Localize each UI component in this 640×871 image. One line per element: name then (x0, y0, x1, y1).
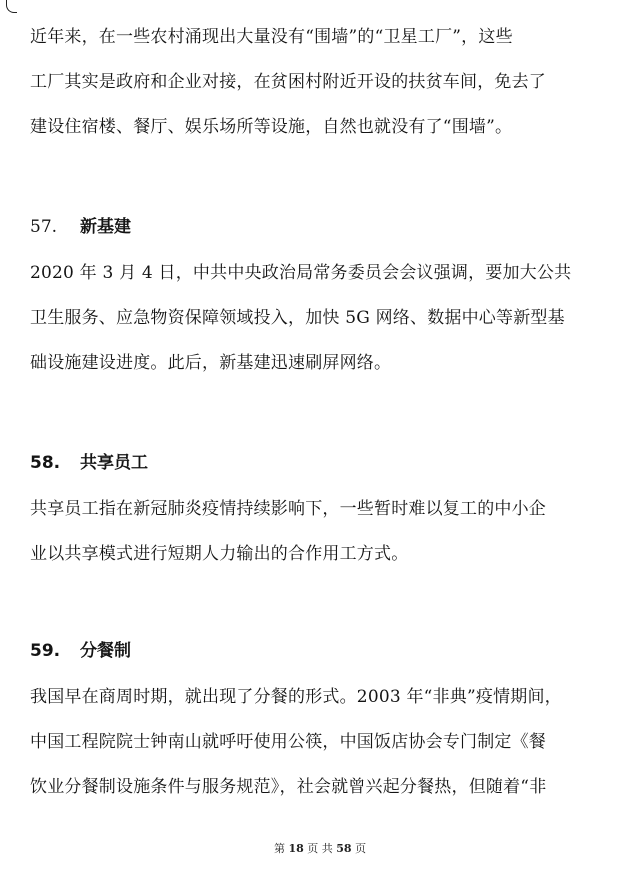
footer-page-number: 18 (288, 842, 304, 855)
paragraph-line: 业以共享模式进行短期人力输出的合作用工方式。 (30, 544, 409, 564)
section-heading (30, 636, 131, 661)
paragraph-line: 共享员工指在新冠肺炎疫情持续影响下，一些暂时难以复工的中小企 (30, 499, 546, 519)
section-heading (30, 212, 131, 237)
footer-prefix: 第 (273, 842, 285, 855)
footer-total-pages: 58 (336, 842, 352, 855)
section-title: 分餐制 (80, 641, 131, 661)
paragraph-line: 卫生服务、应急物资保障领域投入，加快 5G 网络、数据中心等新型基 (30, 308, 565, 328)
paragraph-line: 工厂其实是政府和企业对接，在贫困村附近开设的扶贫车间，免去了 (30, 72, 546, 92)
section-heading (30, 448, 148, 473)
paragraph-line: 2020 年 3 月 4 日，中共中央政治局常务委员会会议强调，要加大公共 (30, 263, 572, 283)
paragraph-line: 饮业分餐制设施条件与服务规范》，社会就曾兴起分餐热，但随着“非 (30, 777, 547, 797)
section-number: 57. (30, 217, 58, 237)
paragraph-line: 建设住宿楼、餐厅、娱乐场所等设施，自然也就没有了“围墙”。 (30, 117, 513, 137)
footer-suffix: 页 (355, 842, 367, 855)
section-title: 共享员工 (80, 453, 148, 473)
paragraph-line: 础设施建设进度。此后，新基建迅速刷屏网络。 (30, 353, 392, 373)
paragraph-line: 我国早在商周时期，就出现了分餐的形式。2003 年“非典”疫情期间， (30, 687, 562, 707)
section-title: 新基建 (80, 217, 131, 237)
footer-middle: 页 共 (307, 842, 333, 855)
page-footer (0, 840, 640, 856)
section-number: 59. (30, 641, 61, 661)
paragraph-line: 近年来，在一些农村涌现出大量没有“围墙”的“卫星工厂”，这些 (30, 27, 513, 47)
paragraph-line: 中国工程院院士钟南山就呼吁使用公筷，中国饭店协会专门制定《餐 (30, 732, 546, 752)
section-number: 58. (30, 453, 61, 473)
margin-mark (6, 0, 17, 13)
